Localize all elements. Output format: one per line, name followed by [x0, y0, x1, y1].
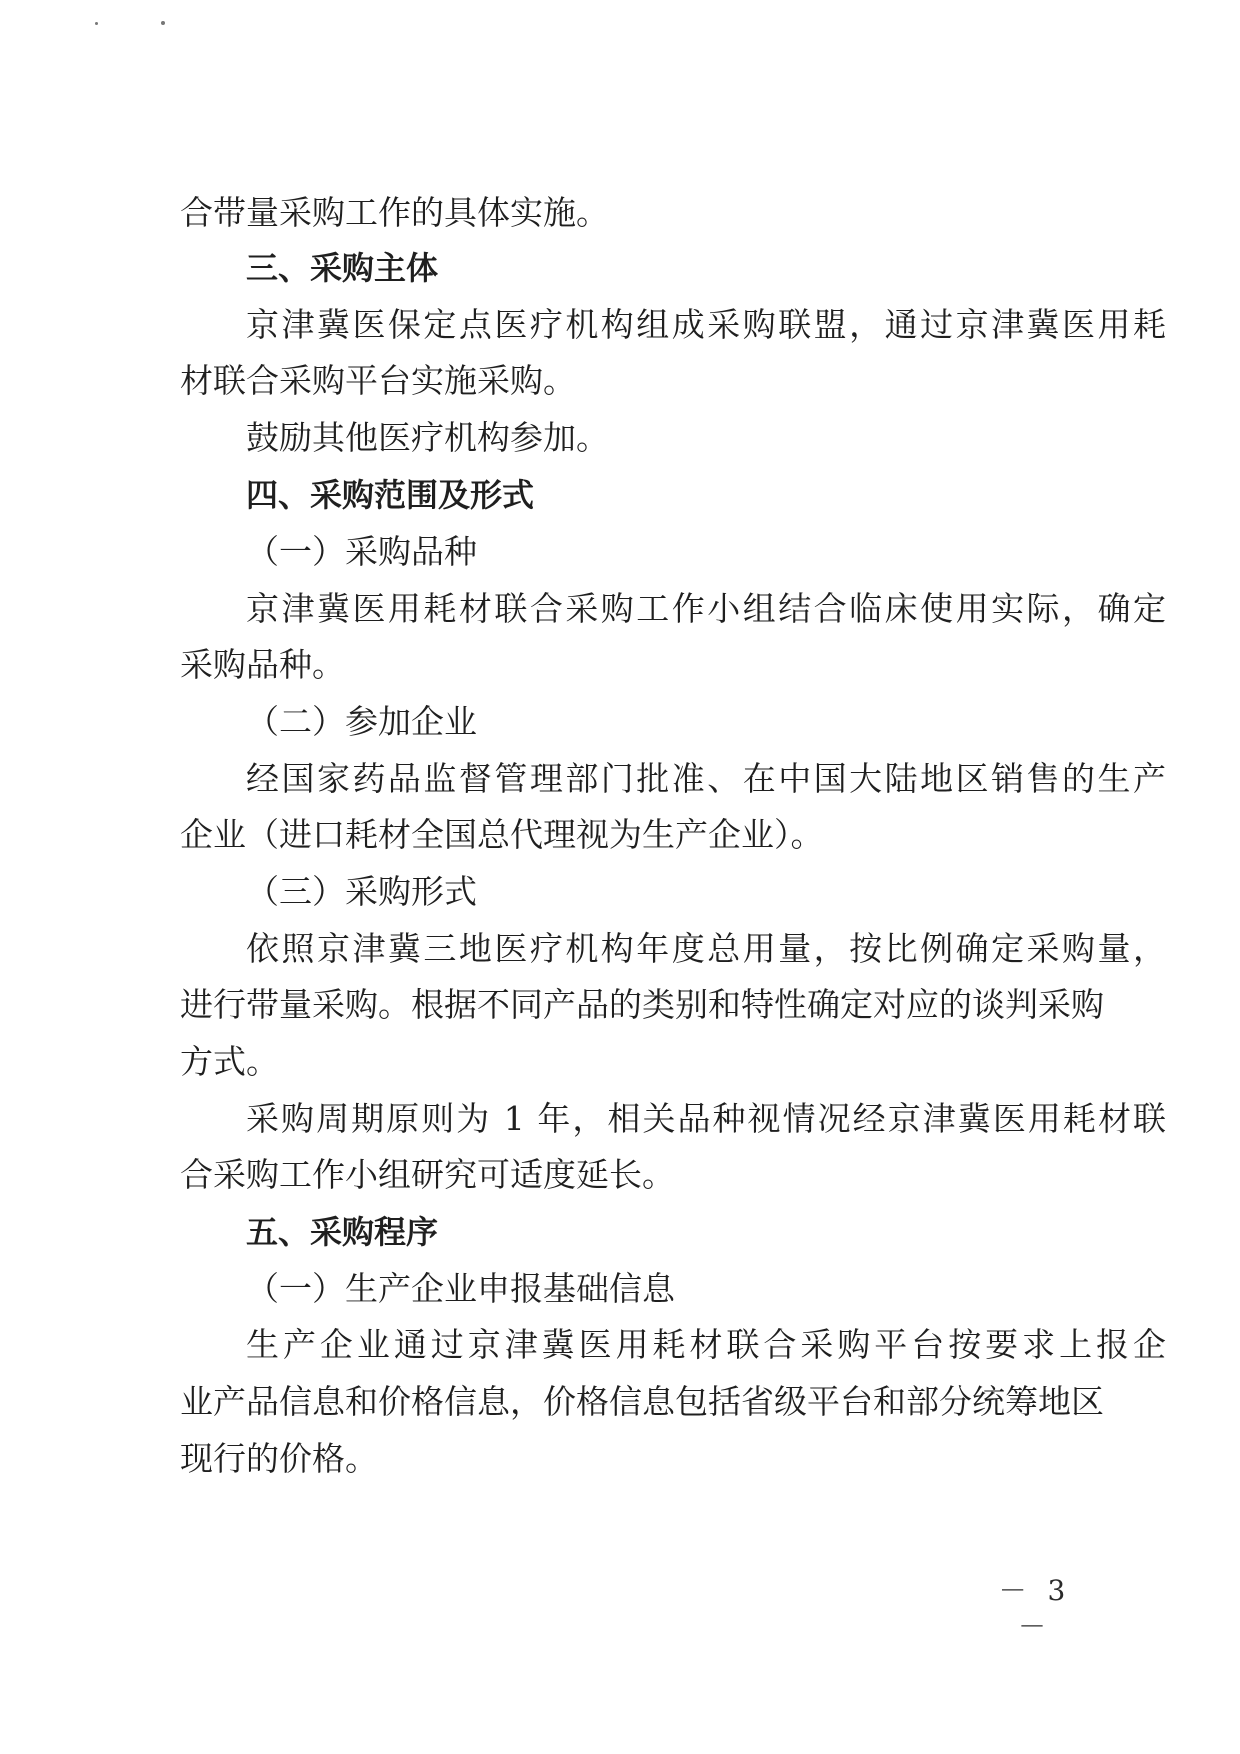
section-heading: 五、采购程序 — [246, 1213, 439, 1251]
section-heading: 四、采购范围及形式 — [246, 476, 535, 514]
body-text-line: 合采购工作小组研究可适度延长。 — [180, 1155, 675, 1194]
body-text-line: 合带量采购工作的具体实施。 — [180, 193, 609, 232]
body-text-line: 京津冀医保定点医疗机构组成采购联盟，通过京津冀医用耗 — [246, 305, 1166, 344]
section-heading: 三、采购主体 — [246, 249, 439, 287]
body-text-line: 依照京津冀三地医疗机构年度总用量，按比例确定采购量， — [246, 929, 1166, 968]
body-text-line: 材联合采购平台实施采购。 — [180, 361, 576, 400]
scan-mark — [161, 21, 165, 25]
subsection-heading: （三）采购形式 — [246, 872, 477, 911]
body-text-line: 现行的价格。 — [180, 1439, 378, 1478]
body-text-line: 生产企业通过京津冀医用耗材联合采购平台按要求上报企 — [246, 1325, 1166, 1364]
body-text-line: 经国家药品监督管理部门批准、在中国大陆地区销售的生产 — [246, 759, 1166, 798]
page-number: － 3 － — [998, 1574, 1072, 1643]
body-text-line: 鼓励其他医疗机构参加。 — [246, 418, 609, 457]
body-text-line: 进行带量采购。根据不同产品的类别和特性确定对应的谈判采购 — [180, 985, 1104, 1024]
body-text-line: 业产品信息和价格信息，价格信息包括省级平台和部分统筹地区 — [180, 1382, 1104, 1421]
body-text-line: 采购周期原则为 1 年，相关品种视情况经京津冀医用耗材联 — [246, 1099, 1166, 1138]
subsection-heading: （一）采购品种 — [246, 532, 477, 571]
body-text-line: 企业（进口耗材全国总代理视为生产企业）。 — [180, 815, 824, 854]
body-text-line: 采购品种。 — [180, 645, 345, 684]
scan-mark — [95, 22, 98, 25]
body-text-line: 京津冀医用耗材联合采购工作小组结合临床使用实际，确定 — [246, 589, 1166, 628]
body-text-line: 方式。 — [180, 1042, 279, 1081]
subsection-heading: （二）参加企业 — [246, 702, 477, 741]
subsection-heading: （一）生产企业申报基础信息 — [246, 1269, 675, 1308]
